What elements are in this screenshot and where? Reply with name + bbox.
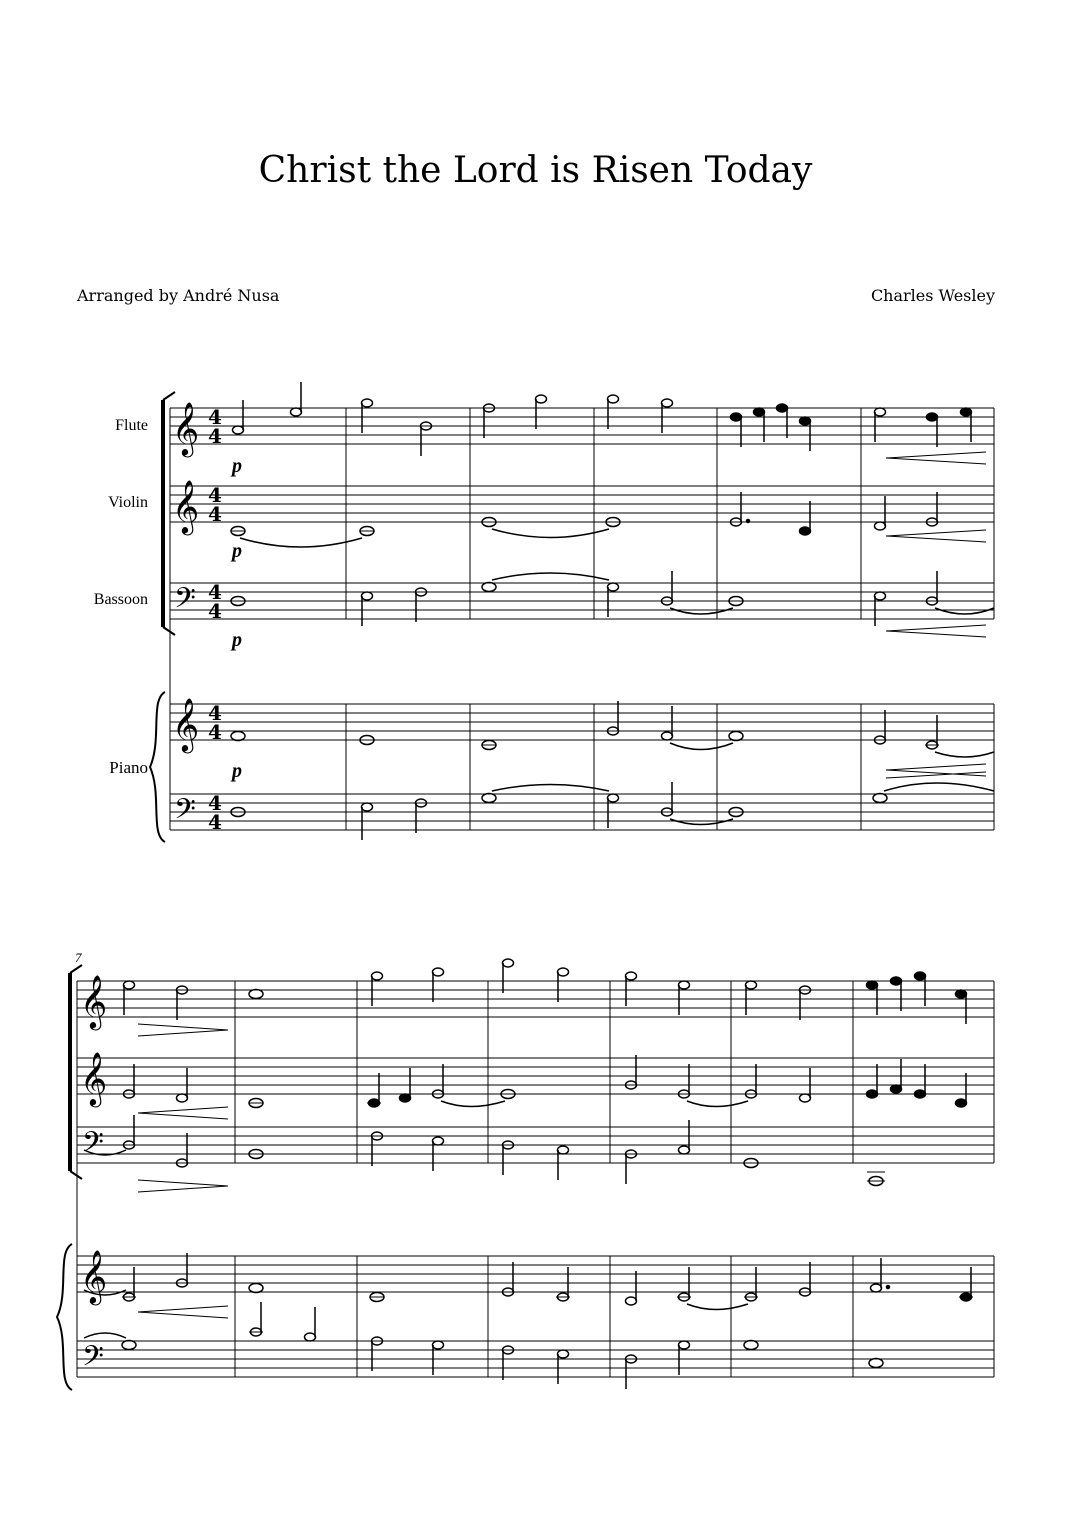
piano-bass-staff-lines — [170, 794, 994, 830]
flute-staff-lines-2 — [77, 981, 994, 1017]
flute-label: Flute — [115, 417, 148, 434]
piano-label: Piano — [109, 758, 148, 777]
violin-label: Violin — [108, 494, 148, 511]
arranger-credit: Arranged by André Nusa — [77, 286, 280, 305]
flute-dynamic: p — [232, 455, 242, 477]
bassoon-staff-lines-2 — [77, 1127, 994, 1163]
piano-brace-2 — [57, 1244, 72, 1390]
violin-notes-system-1 — [231, 492, 986, 547]
violin-time-sig-bottom: 4 — [208, 502, 222, 526]
piano-dynamic: p — [232, 760, 242, 782]
piano-brace — [150, 692, 165, 842]
piano-bass-staff-lines-2 — [77, 1341, 994, 1377]
bassoon-dynamic: p — [232, 629, 242, 651]
bassoon-time-sig-top: 4 — [208, 580, 222, 604]
piano-bass-clef-2: 𝄢 — [82, 1340, 104, 1380]
composer-credit: Charles Wesley — [870, 286, 995, 305]
measure-number-7: 7 — [75, 950, 82, 965]
violin-notes-system-2 — [124, 1055, 967, 1119]
piano-bass-clef: 𝄢 — [174, 793, 196, 833]
piano-bass-time-sig-bottom: 4 — [208, 810, 222, 834]
piano-bass-time-sig-top: 4 — [208, 791, 222, 815]
piano-treble-notes-system-2 — [84, 1253, 973, 1318]
piano-bass-notes-system-2 — [84, 1302, 883, 1389]
flute-staff-lines — [170, 408, 994, 444]
bassoon-bass-clef: 𝄢 — [174, 582, 196, 622]
violin-time-sig-top: 4 — [208, 483, 222, 507]
bassoon-label: Bassoon — [93, 591, 148, 608]
violin-treble-clef: 𝄞 — [172, 479, 200, 533]
violin-dynamic: p — [232, 540, 242, 562]
flute-treble-clef-2: 𝄞 — [80, 974, 108, 1028]
bassoon-time-sig-bottom: 4 — [208, 599, 222, 623]
flute-treble-clef: 𝄞 — [172, 401, 200, 455]
flute-time-sig-bottom: 4 — [208, 424, 222, 448]
violin-staff-lines — [170, 486, 994, 522]
score-title: Christ the Lord is Risen Today — [258, 150, 813, 191]
system-1 — [94, 382, 994, 842]
piano-treble-staff-lines — [170, 704, 994, 740]
bassoon-staff-lines — [170, 583, 994, 619]
flute-time-sig-top: 4 — [208, 405, 222, 429]
violin-treble-clef-2: 𝄞 — [80, 1051, 108, 1105]
piano-treble-clef-2: 𝄞 — [80, 1249, 108, 1303]
piano-treble-time-sig-top: 4 — [208, 701, 222, 725]
piano-treble-time-sig-bottom: 4 — [208, 720, 222, 744]
bassoon-notes-system-1 — [231, 571, 994, 637]
piano-treble-staff-lines-2 — [77, 1256, 994, 1292]
flute-notes-system-2 — [124, 959, 967, 1036]
piano-bass-notes-system-1 — [231, 782, 994, 840]
piano-treble-clef: 𝄞 — [172, 697, 200, 751]
bassoon-bass-clef-2: 𝄢 — [82, 1126, 104, 1166]
violin-staff-lines-2 — [77, 1058, 994, 1094]
barlines-system-2 — [235, 981, 994, 1377]
time-signatures — [208, 405, 222, 834]
system-2 — [57, 950, 994, 1390]
